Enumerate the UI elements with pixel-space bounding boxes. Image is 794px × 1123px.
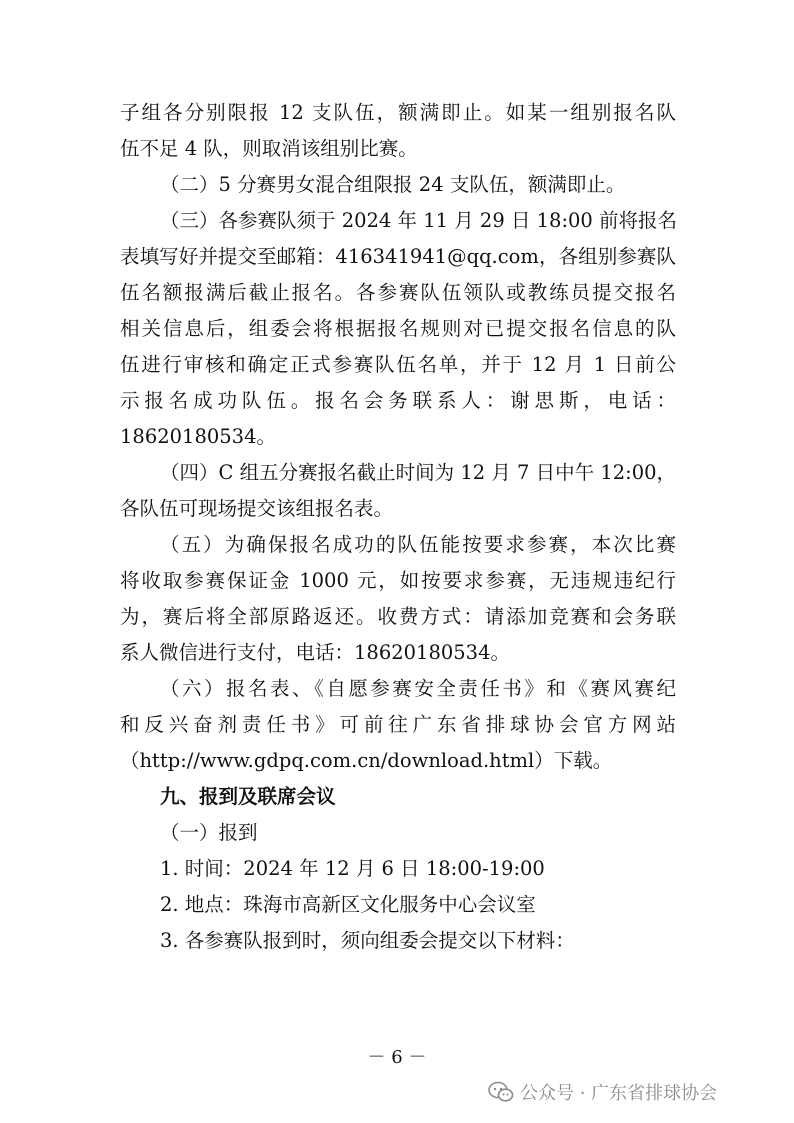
page-number: － 6 －	[367, 1047, 427, 1068]
subsection-heading: （一）报到	[160, 821, 258, 844]
text-line-13: （五）为确保报名成功的队伍能按要求参赛，本次比赛	[160, 533, 676, 556]
text-line-10: 18620180534。	[120, 425, 276, 448]
text-line-19: （http://www.gdpq.com.cn/download.html）下载。	[120, 749, 613, 772]
text-line-1: 子组各分别限报 12 支队伍，额满即止。如某一组别报名队	[120, 101, 676, 124]
text-line-6: 伍名额报满后截止报名。各参赛队伍领队或教练员提交报名	[120, 281, 676, 304]
text-line-2: 伍不足 4 队，则取消该组别比赛。	[120, 137, 418, 160]
text-line-12: 各队伍可现场提交该组报名表。	[120, 497, 394, 520]
section-heading: 九、报到及联席会议	[160, 785, 336, 808]
text-line-16: 系人微信进行支付，电话：18620180534。	[120, 641, 510, 664]
list-item-materials: 3. 各参赛队报到时，须向组委会提交以下材料：	[160, 929, 575, 952]
text-line-18: 和反兴奋剂责任书》可前往广东省排球协会官方网站	[120, 713, 676, 736]
text-line-8: 伍进行审核和确定正式参赛队伍名单，并于 12 月 1 日前公	[120, 353, 676, 376]
text-line-17: （六）报名表、《自愿参赛安全责任书》和《赛风赛纪	[160, 677, 676, 700]
text-line-14: 将收取参赛保证金 1000 元，如按要求参赛，无违规违纪行	[120, 569, 676, 592]
text-line-7: 相关信息后，组委会将根据报名规则对已提交报名信息的队	[120, 317, 676, 340]
text-line-3: （二）5 分赛男女混合组限报 24 支队伍，额满即止。	[160, 173, 626, 196]
list-item-time: 1. 时间：2024 年 12 月 6 日 18:00-19:00	[160, 857, 545, 880]
list-item-location: 2. 地点：珠海市高新区文化服务中心会议室	[160, 893, 536, 916]
text-line-15: 为，赛后将全部原路返还。收费方式：请添加竞赛和会务联	[120, 605, 676, 628]
text-line-11: （四）C 组五分赛报名截止时间为 12 月 7 日中午 12:00，	[160, 461, 677, 484]
text-line-5: 表填写好并提交至邮箱：416341941@qq.com，各组别参赛队	[120, 245, 676, 268]
wechat-icon	[488, 1081, 514, 1103]
text-line-9: 示报名成功队伍。报名会务联系人：谢思斯，电话：	[120, 389, 676, 412]
document-body	[120, 101, 676, 965]
text-line-4: （三）各参赛队须于 2024 年 11 月 29 日 18:00 前将报名	[160, 209, 678, 232]
watermark-text: 公众号 · 广东省排球协会	[520, 1083, 718, 1104]
watermark	[488, 1079, 717, 1105]
